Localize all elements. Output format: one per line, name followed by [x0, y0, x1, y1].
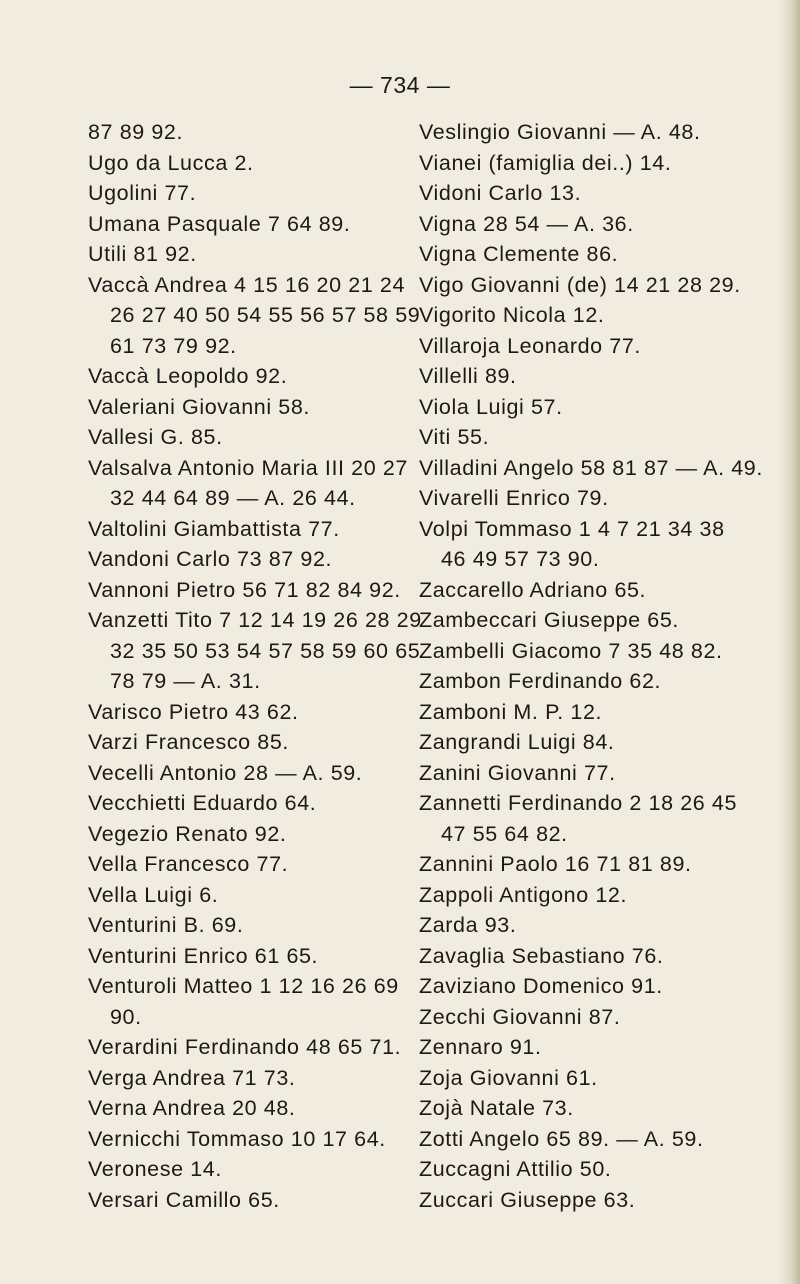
index-entry: Villadini Angelo 58 81 87 — A. 49. — [419, 455, 763, 480]
index-entry-continuation: 47 55 64 82. — [441, 821, 568, 846]
page-number: — 734 — — [349, 72, 451, 98]
index-entry: Zamboni M. P. 12. — [419, 699, 603, 724]
index-entry: Zambelli Giacomo 7 35 48 82. — [419, 638, 723, 663]
index-entry: Vigna Clemente 86. — [419, 242, 619, 266]
index-entry-continuation: 46 49 57 73 90. — [441, 547, 600, 571]
index-entry: Vidoni Carlo 13. — [419, 181, 582, 205]
index-entry: Zangrandi Luigi 84. — [419, 730, 615, 754]
index-entry: Volpi Tommaso 1 4 7 21 34 38 — [419, 516, 725, 541]
index-entry: Villaroja Leonardo 77. — [419, 333, 641, 358]
index-entry: Vecelli Antonio 28 — A. 59. — [88, 760, 363, 785]
index-entry: Vegezio Renato 92. — [88, 821, 287, 846]
index-entry: Verardini Ferdinando 48 65 71. — [88, 1035, 402, 1059]
index-entry: Zavaglia Sebastiano 76. — [419, 943, 664, 968]
index-entry: Zaccarello Adriano 65. — [419, 577, 647, 602]
index-column-right — [419, 117, 789, 1215]
index-entry: Vella Francesco 77. — [88, 852, 289, 876]
index-entry: Zecchi Giovanni 87. — [419, 1004, 621, 1029]
index-entry: Zennaro 91. — [419, 1035, 542, 1059]
index-entry: Vaccà Leopoldo 92. — [88, 364, 288, 388]
index-entry: Villelli 89. — [419, 364, 517, 388]
index-entry-continuation: 32 35 50 53 54 57 58 59 60 65 — [110, 638, 421, 663]
index-entry-continuation: 61 73 79 92. — [110, 333, 237, 358]
index-entry: Ugolini 77. — [88, 181, 197, 205]
index-entry-continuation: 78 79 — A. 31. — [110, 669, 261, 693]
index-entry: Zuccagni Attilio 50. — [419, 1157, 612, 1181]
index-entry: Zojà Natale 73. — [419, 1096, 574, 1120]
index-entry: Viola Luigi 57. — [419, 394, 563, 419]
index-entry: Versari Camillo 65. — [88, 1187, 280, 1212]
index-entry: Verna Andrea 20 48. — [88, 1096, 296, 1120]
index-entry-continuation: 26 27 40 50 54 55 56 57 58 59 — [110, 303, 421, 327]
index-entry: Zotti Angelo 65 89. — A. 59. — [419, 1126, 704, 1151]
index-entry: Zannini Paolo 16 71 81 89. — [419, 852, 692, 876]
index-entry: Vecchietti Eduardo 64. — [88, 791, 317, 815]
index-entry: Zambeccari Giuseppe 65. — [419, 608, 679, 632]
index-entry: Varisco Pietro 43 62. — [88, 699, 299, 724]
index-entry: Zaviziano Domenico 91. — [419, 974, 663, 998]
index-entry: Vianei (famiglia dei..) 14. — [419, 150, 672, 175]
index-entry: Umana Pasquale 7 64 89. — [88, 211, 351, 236]
index-entry: Zoja Giovanni 61. — [419, 1065, 598, 1090]
index-entry: Vivarelli Enrico 79. — [419, 486, 609, 510]
index-entry: Vernicchi Tommaso 10 17 64. — [88, 1126, 386, 1151]
index-entry: Varzi Francesco 85. — [88, 730, 289, 754]
index-entry: Vannoni Pietro 56 71 82 84 92. — [88, 577, 401, 602]
index-entry: Venturini B. 69. — [88, 913, 244, 937]
index-entry: Vigorito Nicola 12. — [419, 303, 605, 327]
index-entry: Vanzetti Tito 7 12 14 19 26 28 29 — [88, 608, 422, 632]
index-entry: Zanini Giovanni 77. — [419, 760, 616, 785]
index-entry-continuation: 90. — [110, 1004, 142, 1029]
index-entry: Utili 81 92. — [88, 242, 197, 266]
index-entry: Zappoli Antigono 12. — [419, 882, 628, 907]
index-entry: Vigna 28 54 — A. 36. — [419, 211, 634, 236]
index-entry: Zambon Ferdinando 62. — [419, 669, 662, 693]
index-entry: Zannetti Ferdinando 2 18 26 45 — [419, 791, 738, 815]
index-entry: Valsalva Antonio Maria III 20 27 — [88, 455, 408, 480]
index-entry: Venturoli Matteo 1 12 16 26 69 — [88, 974, 399, 998]
index-entry: Veslingio Giovanni — A. 48. — [419, 120, 701, 144]
index-entry: Vandoni Carlo 73 87 92. — [88, 547, 333, 571]
index-entry: Valtolini Giambattista 77. — [88, 516, 340, 541]
index-entry: Zuccari Giuseppe 63. — [419, 1187, 636, 1212]
index-entry: 87 89 92. — [88, 120, 184, 144]
index-entry: Venturini Enrico 61 65. — [88, 943, 319, 968]
index-entry: Verga Andrea 71 73. — [88, 1065, 296, 1090]
index-entry: Vallesi G. 85. — [88, 425, 223, 449]
index-entry: Viti 55. — [419, 425, 490, 449]
index-entry-continuation: 32 44 64 89 — A. 26 44. — [110, 486, 356, 510]
index-entry: Vigo Giovanni (de) 14 21 28 29. — [419, 272, 741, 297]
index-entry: Veronese 14. — [88, 1157, 222, 1181]
index-entry: Zarda 93. — [419, 913, 517, 937]
index-column-left — [88, 117, 422, 1215]
index-entry: Valeriani Giovanni 58. — [88, 394, 310, 419]
index-entry: Vaccà Andrea 4 15 16 20 21 24 — [88, 272, 406, 297]
index-entry: Ugo da Lucca 2. — [88, 150, 254, 175]
index-entry: Vella Luigi 6. — [88, 882, 219, 907]
